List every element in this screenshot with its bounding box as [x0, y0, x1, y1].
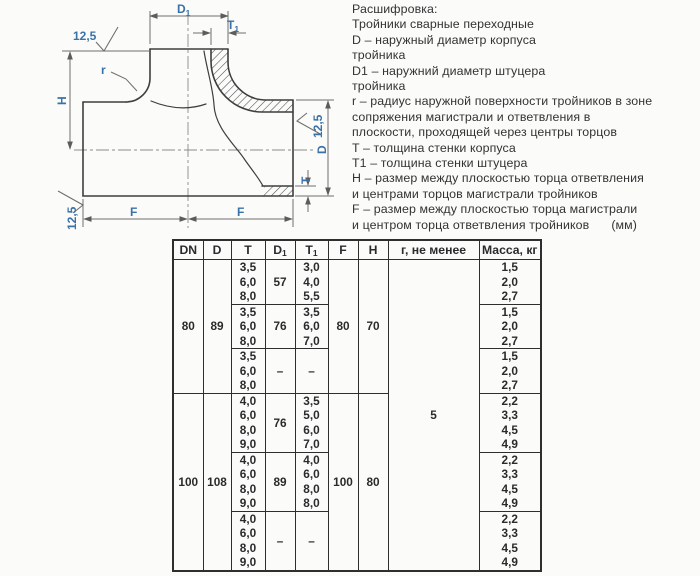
table-row: [173, 393, 541, 452]
t1-value: 5,5: [303, 289, 320, 303]
t1-value: 8,0: [303, 481, 320, 496]
legend-line: T – толщина стенки корпуса: [352, 140, 516, 155]
cell-t: [231, 393, 265, 452]
mass-value: 2,7: [501, 378, 518, 392]
legend-line: H – размер между плоскостью торца ответвления: [352, 171, 644, 186]
legend-line: и центрами торцов магистрали тройников: [352, 186, 598, 201]
legend-line: Тройники сварные переходные: [352, 17, 534, 32]
t-value: 8,0: [239, 422, 257, 437]
legend-line: тройника: [352, 48, 406, 63]
mass-value: 4,5: [501, 481, 518, 496]
mass-value: 2,2: [501, 511, 518, 526]
table-row: [173, 260, 541, 305]
label-r: r: [101, 63, 106, 77]
cell-mass: [479, 452, 541, 511]
column-header: T: [231, 240, 265, 260]
label-f-left: F: [130, 205, 138, 219]
mass-value: 4,9: [501, 555, 518, 569]
cell-t: [231, 511, 265, 571]
legend-line: и центром торца ответвления тройников (мм): [352, 217, 638, 232]
mass-value: 3,3: [501, 408, 518, 422]
t1-value: 4,0: [303, 452, 320, 467]
mass-value: 2,0: [501, 363, 518, 378]
t1-value: 3,5: [303, 393, 320, 408]
t1-value: 7,0: [303, 333, 320, 348]
cell-mass: [479, 260, 541, 305]
label-t1: $T_1$: [227, 18, 240, 34]
t-value: 9,0: [239, 496, 257, 510]
t-value: 9,0: [239, 555, 257, 569]
t1-value: 7,0: [303, 437, 320, 451]
t-value: 8,0: [239, 333, 257, 348]
cell-h: 80: [358, 393, 388, 571]
column-header: H: [358, 240, 388, 260]
legend-line: Расшифровка:: [352, 2, 438, 16]
cell-t1: [295, 304, 328, 349]
t-value: 6,0: [239, 526, 257, 540]
column-header: F: [328, 240, 358, 260]
cell-d1: 76: [265, 393, 295, 452]
legend-line: F – размер между плоскостью торца магистрали: [352, 202, 638, 217]
t1-value: 3,0: [303, 260, 320, 274]
cell-t1: [295, 260, 328, 305]
legend: [352, 2, 698, 233]
cell-t: [231, 260, 265, 305]
legend-line: D1 – наружний диаметр штуцера: [352, 63, 546, 78]
mass-value: 4,9: [501, 496, 518, 510]
label-h: H: [55, 96, 69, 105]
column-header: T1: [295, 240, 328, 260]
t-value: 8,0: [239, 378, 257, 392]
mass-value: 4,9: [501, 437, 518, 451]
mass-value: 1,5: [501, 260, 518, 274]
t-value: 8,0: [239, 481, 257, 496]
column-header: D: [203, 240, 231, 260]
label-f-right: F: [237, 205, 245, 219]
legend-line: r – радиус наружной поверхности тройников в зоне: [352, 94, 653, 109]
spec-table: [172, 239, 542, 572]
t-value: 4,0: [239, 393, 257, 408]
mass-value: 2,0: [501, 274, 518, 289]
roughness-mark-top: [96, 27, 118, 51]
t-value: 8,0: [239, 540, 257, 555]
cell-t1: [295, 393, 328, 452]
saddle-curve: [151, 101, 206, 108]
t-value: 6,0: [239, 274, 257, 289]
mass-value: 2,0: [501, 319, 518, 333]
label-t: T: [299, 176, 313, 184]
legend-line: сопряжения магистрали и ответвления в: [352, 109, 591, 124]
mass-value: 2,2: [501, 452, 518, 467]
mass-value: 4,5: [501, 540, 518, 555]
cell-f: 80: [328, 260, 358, 394]
cell-mass: [479, 349, 541, 394]
cell-h: 70: [358, 260, 388, 394]
legend-line: D – наружный диаметр корпуса: [352, 32, 536, 47]
mass-value: 3,3: [501, 467, 518, 481]
spec-table-head: [173, 240, 541, 260]
mass-value: 1,5: [501, 349, 518, 363]
mass-value: 2,7: [501, 333, 518, 348]
cell-f: 100: [328, 393, 358, 571]
mass-value: 2,2: [501, 393, 518, 408]
cell-mass: [479, 393, 541, 452]
label-d: D: [315, 145, 329, 154]
cell-t1: –: [295, 511, 328, 571]
t-value: 6,0: [239, 408, 257, 422]
cell-d1: 57: [265, 260, 295, 305]
legend-line: T1 – толщина стенки штуцера: [352, 156, 528, 171]
t-value: 8,0: [239, 289, 257, 303]
cell-t: [231, 452, 265, 511]
cell-mass: [479, 511, 541, 571]
t-value: 3,5: [239, 304, 257, 319]
cell-d1: 89: [265, 452, 295, 511]
legend-line: плоскости, проходящей через центры торцов: [352, 125, 618, 140]
cell-t1: –: [295, 349, 328, 394]
cell-t: [231, 349, 265, 394]
t-value: 6,0: [239, 319, 257, 333]
mass-value: 2,7: [501, 289, 518, 303]
cell-d1: –: [265, 349, 295, 394]
t-value: 3,5: [239, 260, 257, 274]
mass-value: 3,3: [501, 526, 518, 540]
label-roughness-bottom: 12,5: [65, 206, 79, 230]
t-value: 6,0: [239, 467, 257, 481]
column-header: Масса, кг: [479, 240, 541, 260]
column-header: г, не менее: [388, 240, 479, 260]
column-header: DN: [173, 240, 203, 260]
t-value: 4,0: [239, 452, 257, 467]
t-value: 4,0: [239, 511, 257, 526]
cell-d: 108: [203, 393, 231, 571]
legend-line: тройника: [352, 79, 406, 94]
section-hatching: [211, 49, 293, 196]
cell-t1: [295, 452, 328, 511]
tee-drawing: [0, 0, 348, 236]
cell-dn: 80: [173, 260, 203, 394]
column-header: D1: [265, 240, 295, 260]
cell-r-min: 5: [388, 260, 479, 571]
spec-table-body: [173, 260, 541, 571]
t1-value: 6,0: [303, 319, 320, 333]
cell-d: 89: [203, 260, 231, 394]
t1-value: 6,0: [303, 467, 320, 481]
t-value: 9,0: [239, 437, 257, 451]
t1-value: 4,0: [303, 274, 320, 289]
header-row: [173, 240, 541, 260]
t-value: 6,0: [239, 363, 257, 378]
roughness-marks: [58, 27, 322, 213]
cell-dn: 100: [173, 393, 203, 571]
t1-value: 3,5: [303, 304, 320, 319]
label-roughness-top: 12,5: [73, 29, 97, 43]
t-value: 3,5: [239, 349, 257, 363]
t1-value: 6,0: [303, 422, 320, 437]
cell-d1: –: [265, 511, 295, 571]
mass-value: 1,5: [501, 304, 518, 319]
t1-value: 5,0: [303, 408, 320, 422]
t1-value: 8,0: [303, 496, 320, 510]
unit-note: (мм): [611, 217, 638, 232]
cell-d1: 76: [265, 304, 295, 349]
cell-mass: [479, 304, 541, 349]
label-roughness-right: 12,5: [311, 114, 325, 138]
mass-value: 4,5: [501, 422, 518, 437]
label-d1: $D_1$: [177, 2, 191, 18]
cell-t: [231, 304, 265, 349]
